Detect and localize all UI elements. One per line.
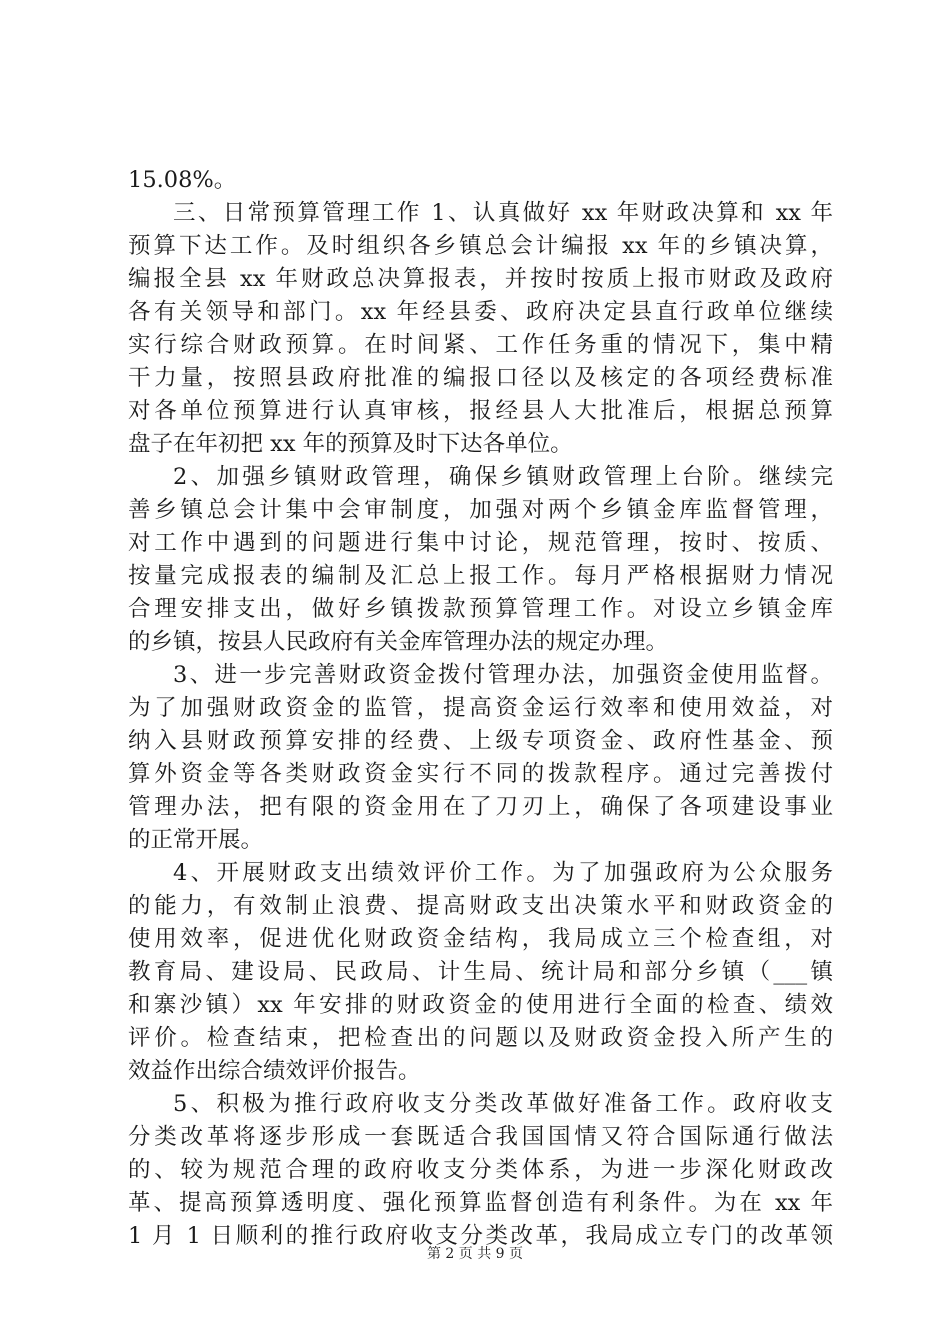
- text-line: 革、提高预算透明度、强化预算监督创造有利条件。为在 xx 年: [128, 1190, 833, 1216]
- text-line: 对各单位预算进行认真审核，报经县人大批准后，根据总预算: [128, 398, 833, 424]
- text-line: 的、较为规范合理的政府收支分类体系，为进一步深化财政改: [128, 1157, 833, 1183]
- text-line: 1 月 1 日顺利的推行政府收支分类改革，我局成立专门的改革领: [128, 1223, 833, 1249]
- text-line: 2、加强乡镇财政管理，确保乡镇财政管理上台阶。继续完: [173, 464, 833, 490]
- text-line: 管理办法，把有限的资金用在了刀刃上，确保了各项建设事业: [128, 794, 833, 820]
- text-line: 各有关领导和部门。xx 年经县委、政府决定县直行政单位继续: [128, 299, 833, 325]
- text-line: 使用效率，促进优化财政资金结构，我局成立三个检查组，对: [128, 926, 833, 952]
- text-line: 为了加强财政资金的监管，提高资金运行效率和使用效益，对: [128, 695, 833, 721]
- text-line: 分类改革将逐步形成一套既适合我国国情又符合国际通行做法: [128, 1124, 833, 1150]
- text-line: 盘子在年初把 xx 年的预算及时下达各单位。: [128, 431, 573, 457]
- text-line: 算外资金等各类财政资金实行不同的拨款程序。通过完善拨付: [128, 761, 833, 787]
- page-footer: 第 2 页 共 9 页: [426, 1246, 524, 1262]
- text-line: 15.08%。: [128, 167, 237, 193]
- text-line: 的乡镇，按县人民政府有关金库管理办法的规定办理。: [128, 629, 669, 655]
- text-line: 教育局、建设局、民政局、计生局、统计局和部分乡镇（___镇: [128, 959, 833, 985]
- text-line: 的正常开展。: [128, 827, 264, 853]
- text-line: 干力量，按照县政府批准的编报口径以及核定的各项经费标准: [128, 365, 833, 391]
- text-line: 预算下达工作。及时组织各乡镇总会计编报 xx 年的乡镇决算，: [128, 233, 833, 259]
- text-line: 评价。检查结束，把检查出的问题以及财政资金投入所产生的: [128, 1025, 833, 1051]
- text-line: 三、日常预算管理工作 1、认真做好 xx 年财政决算和 xx 年: [173, 200, 833, 226]
- text-line: 效益作出综合绩效评价报告。: [128, 1058, 421, 1084]
- text-line: 对工作中遇到的问题进行集中讨论，规范管理，按时、按质、: [128, 530, 833, 556]
- text-line: 和寨沙镇）xx 年安排的财政资金的使用进行全面的检查、绩效: [128, 992, 833, 1018]
- text-line: 纳入县财政预算安排的经费、上级专项资金、政府性基金、预: [128, 728, 833, 754]
- text-line: 的能力，有效制止浪费、提高财政支出决策水平和财政资金的: [128, 893, 833, 919]
- text-line: 按量完成报表的编制及汇总上报工作。每月严格根据财力情况: [128, 563, 833, 589]
- text-line: 5、积极为推行政府收支分类改革做好准备工作。政府收支: [173, 1091, 833, 1117]
- document-body: [128, 164, 833, 1253]
- text-line: 3、进一步完善财政资金拨付管理办法，加强资金使用监督。: [173, 662, 833, 688]
- text-line: 善乡镇总会计集中会审制度，加强对两个乡镇金库监督管理，: [128, 497, 833, 523]
- text-line: 4、开展财政支出绩效评价工作。为了加强政府为公众服务: [173, 860, 833, 886]
- text-line: 实行综合财政预算。在时间紧、工作任务重的情况下，集中精: [128, 332, 833, 358]
- text-line: 合理安排支出，做好乡镇拨款预算管理工作。对设立乡镇金库: [128, 596, 833, 622]
- text-line: 编报全县 xx 年财政总决算报表，并按时按质上报市财政及政府: [128, 266, 833, 292]
